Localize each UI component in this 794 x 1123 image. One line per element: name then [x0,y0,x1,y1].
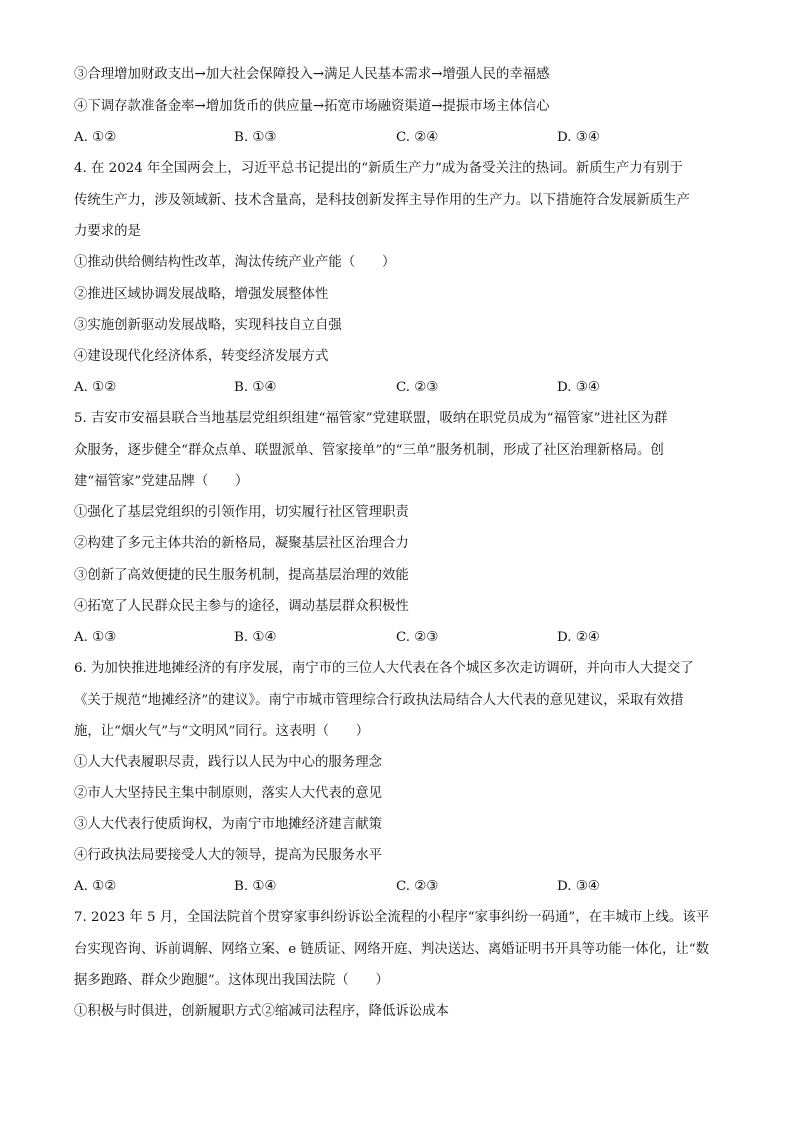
q3-options [74,129,724,147]
q6-item-1: ①人大代表履职尽责，践行以人民为中心的服务理念 [74,755,382,770]
q6-stem-line-3: 施，让“烟火气”与“文明风”同行。这表明（ ） [74,724,370,739]
q4-option-d[interactable]: D. ③④ [557,380,600,395]
q7-stem-line-2: 台实现咨询、诉前调解、网络立案、e 链质证、网络开庭、判决送达、离婚证明书开具等功能一体化，让“数 [74,942,709,957]
q5-option-c[interactable]: C. ②③ [396,630,439,645]
q5-item-2: ②构建了多元主体共治的新格局，凝聚基层社区治理合力 [74,536,409,551]
q7-stem-line-3: 据多跑路、群众少跑腿”。这体现出我国法院（ ） [74,973,389,988]
q4-option-c[interactable]: C. ②③ [396,380,439,395]
q6-item-3: ③人大代表行使质询权，为南宁市地摊经济建言献策 [74,817,382,832]
q5-item-1: ①强化了基层党组织的引领作用，切实履行社区管理职责 [74,505,409,520]
q4-option-a[interactable]: A. ①② [74,380,117,395]
q7-stem-line-1: 7. 2023 年 5 月，全国法院首个贯穿家事纠纷诉讼全流程的小程序“家事纠纷一码通”，在丰城市上线。该平 [74,910,710,925]
q5-options [74,629,724,647]
q3-option-b[interactable]: B. ①③ [234,130,277,145]
q3-option-a[interactable]: A. ①② [74,130,117,145]
q5-item-3: ③创新了高效便捷的民生服务机制，提高基层治理的效能 [74,568,409,583]
q3-option-c[interactable]: C. ②④ [396,130,439,145]
q3-item-3: ③合理增加财政支出→加大社会保障投入→满足人民基本需求→增强人民的幸福感 [74,67,550,82]
q4-item-4: ④建设现代化经济体系，转变经济发展方式 [74,349,329,364]
q6-item-4: ④行政执法局要接受人大的领导，提高为民服务水平 [74,848,382,863]
q3-option-d[interactable]: D. ③④ [557,130,600,145]
q6-stem-line-2: 《关于规范“地摊经济”的建议》。南宁市城市管理综合行政执法局结合人大代表的意见建议，采取有效措 [74,693,684,708]
q4-options [74,379,724,397]
q6-stem-line-1: 6. 为加快推进地摊经济的有序发展，南宁市的三位人大代表在各个城区多次走访调研，并向市人大提交了 [74,661,694,676]
q4-stem-line-1: 4. 在 2024 年全国两会上，习近平总书记提出的“新质生产力”成为备受关注的热词。新质生产力有别于 [74,161,683,176]
q4-item-3: ③实施创新驱动发展战略，实现科技自立自强 [74,318,342,333]
q5-option-b[interactable]: B. ①④ [234,630,277,645]
q4-item-2: ②推进区域协调发展战略，增强发展整体性 [74,287,329,302]
q5-stem-line-3: 建“福管家”党建品牌（ ） [74,474,249,489]
q6-item-2: ②市人大坚持民主集中制原则，落实人大代表的意见 [74,786,382,801]
q4-stem-line-2: 传统生产力，涉及领域新、技术含量高，是科技创新发挥主导作用的生产力。以下措施符合发展新质生产 [74,193,690,208]
q4-item-1: ①推动供给侧结构性改革，淘汰传统产业产能（ ） [74,255,396,270]
q6-options [74,878,724,896]
q6-option-d[interactable]: D. ③④ [557,879,600,894]
q5-stem-line-2: 众服务，逐步健全“群众点单、联盟派单、管家接单”的“三单”服务机制，形成了社区治理新格局。创 [74,443,664,458]
q5-option-d[interactable]: D. ②④ [557,630,600,645]
q6-option-a[interactable]: A. ①② [74,879,117,894]
q4-option-b[interactable]: B. ①④ [234,380,277,395]
q5-option-a[interactable]: A. ①③ [74,630,117,645]
q3-item-4: ④下调存款准备金率→增加货币的供应量→拓宽市场融资渠道→提振市场主体信心 [74,99,550,114]
q5-item-4: ④拓宽了人民群众民主参与的途径，调动基层群众积极性 [74,599,409,614]
q6-option-c[interactable]: C. ②③ [396,879,439,894]
q5-stem-line-1: 5. 吉安市安福县联合当地基层党组织组建“福管家”党建联盟，吸纳在职党员成为“福管家”进社区为群 [74,411,668,426]
q6-option-b[interactable]: B. ①④ [234,879,277,894]
q7-items-line-1: ①积极与时俱进，创新履职方式②缩减司法程序，降低诉讼成本 [74,1004,449,1019]
q4-stem-line-3: 力要求的是 [74,224,141,239]
